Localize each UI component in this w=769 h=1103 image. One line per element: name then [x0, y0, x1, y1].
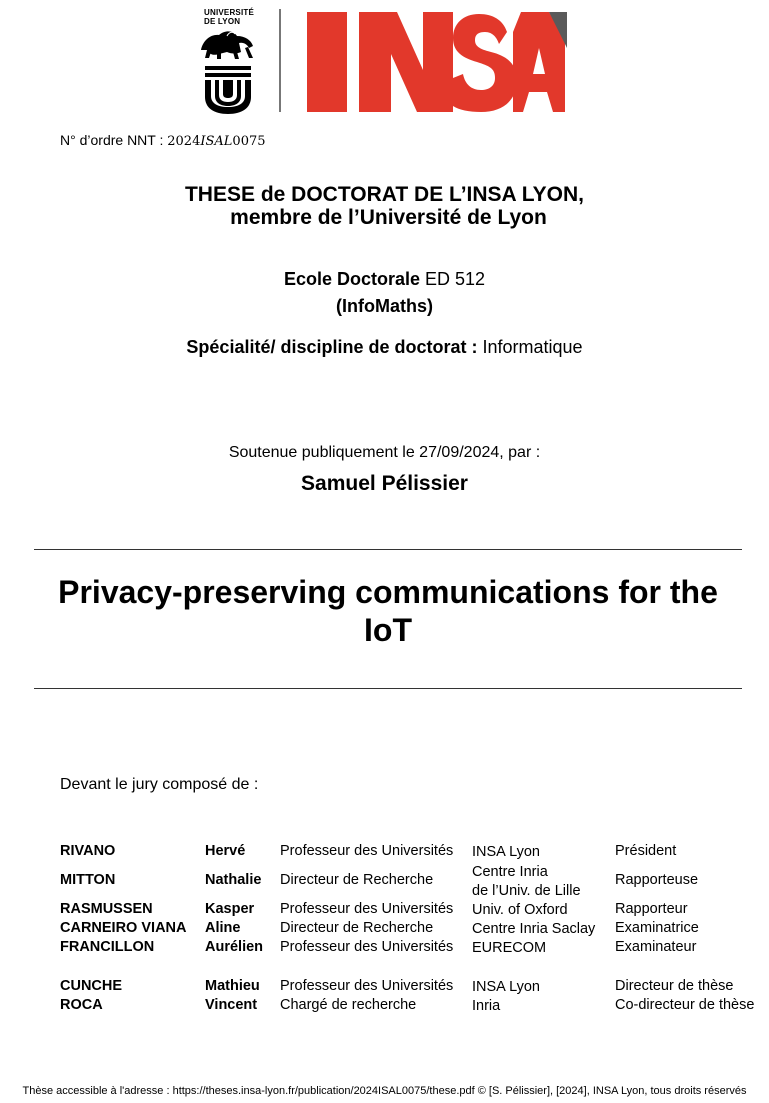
jury-title: Chargé de recherche [280, 997, 417, 1013]
defense-date-line: Soutenue publiquement le 27/09/2024, par : [228, 444, 541, 461]
jury-institution: Centre Inria Saclay [472, 921, 596, 937]
thesis-title-line-1: Privacy-preserving communications for the [58, 574, 718, 610]
lyon-logo-line-2: DE LYON [204, 17, 241, 26]
jury-title: Directeur de Recherche [280, 872, 434, 888]
thesis-title-line-2: IoT [364, 612, 412, 648]
lyon-logo-text [204, 8, 254, 26]
nnt-value [167, 134, 265, 149]
nnt-value-prefix: 2024 [167, 134, 201, 149]
insa-logo-graphic [307, 12, 567, 112]
jury-last-name: FRANCILLON [60, 939, 155, 955]
jury-last-name: MITTON [60, 872, 116, 888]
jury-first-name: Aurélien [205, 939, 264, 955]
specialty-label: Spécialité/ discipline de doctorat : [186, 337, 478, 357]
jury-first-name: Vincent [205, 997, 258, 1013]
nnt-value-italic: ISAL [200, 134, 233, 149]
jury-role: Rapporteur [615, 901, 688, 917]
jury-title: Directeur de Recherche [280, 920, 434, 936]
jury-institution-line-2: de l’Univ. de Lille [472, 883, 581, 899]
thesis-header-line-2: membre de l’Université de Lyon [230, 206, 547, 229]
nnt-label: N° d’ordre NNT : [60, 132, 168, 148]
specialty [0, 337, 769, 358]
lion-icon [197, 28, 259, 114]
jury-title: Professeur des Universités [280, 978, 454, 994]
doctoral-school-name: (InfoMaths) [336, 296, 433, 316]
nnt-value-suffix: 0075 [232, 134, 266, 149]
specialty-value: Informatique [477, 337, 583, 357]
insa-logo [307, 12, 567, 112]
title-rule-bottom [34, 688, 742, 689]
jury-intro: Devant le jury composé de : [60, 776, 259, 793]
jury-institution: INSA Lyon [472, 979, 540, 995]
jury-institution: Univ. of Oxford [472, 902, 568, 918]
jury-role: Examinatrice [615, 920, 699, 936]
jury-title: Professeur des Universités [280, 843, 454, 859]
jury-institution-line-1: Centre Inria [472, 864, 548, 880]
jury-title: Professeur des Universités [280, 901, 454, 917]
universite-de-lyon-logo [197, 8, 259, 114]
jury-role: Président [615, 843, 677, 859]
logo-divider [279, 9, 281, 112]
thesis-title [34, 573, 742, 649]
author-name: Samuel Pélissier [301, 472, 468, 495]
jury-role: Rapporteuse [615, 872, 699, 888]
jury-first-name: Nathalie [205, 872, 262, 888]
jury-title: Professeur des Universités [280, 939, 454, 955]
jury-last-name: RASMUSSEN [60, 901, 153, 917]
jury-role: Examinateur [615, 939, 697, 955]
access-footer: Thèse accessible à l'adresse : https://theses.insa-lyon.fr/publication/2024ISAL0075/these.pdf © [S. Pélissier], [2024], INSA Lyon, tous droits réservés [22, 1085, 747, 1097]
jury-institution: EURECOM [472, 940, 547, 956]
jury-role: Co-directeur de thèse [615, 997, 755, 1013]
jury-last-name: CUNCHE [60, 978, 123, 994]
jury-first-name: Mathieu [205, 978, 260, 994]
jury-last-name: CARNEIRO VIANA [60, 920, 187, 936]
jury-last-name: RIVANO [60, 843, 116, 859]
jury-institution: INSA Lyon [472, 844, 540, 860]
doctoral-school-value: ED 512 [420, 269, 486, 289]
jury-institution: Inria [472, 998, 501, 1014]
doctoral-school [0, 269, 769, 290]
jury-first-name: Aline [205, 920, 241, 936]
nnt-number [60, 132, 266, 149]
jury-first-name: Kasper [205, 901, 255, 917]
doctoral-school-label: Ecole Doctorale [283, 269, 420, 289]
jury-first-name: Hervé [205, 843, 246, 859]
thesis-header-line-1: THESE de DOCTORAT DE L’INSA LYON, [184, 183, 585, 206]
title-rule-top [34, 549, 742, 550]
jury-last-name: ROCA [60, 997, 103, 1013]
lyon-logo-line-1: UNIVERSITÉ [204, 8, 255, 17]
jury-role: Directeur de thèse [615, 978, 734, 994]
